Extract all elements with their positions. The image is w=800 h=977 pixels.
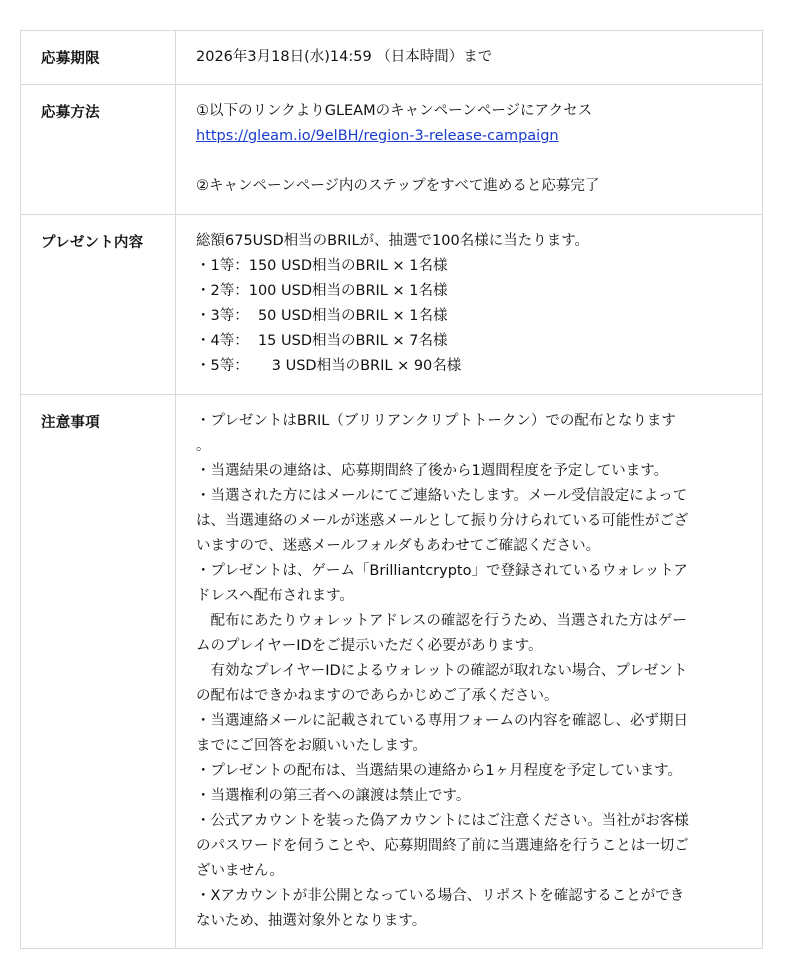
prize-tier-3: ・3等： 50 USD相当のBRIL × 1名様 [196, 308, 448, 324]
table-row-deadline [21, 31, 763, 85]
note-line: ・当選結果の連絡は、応募期間終了後から1週間程度を予定しています。 [196, 463, 669, 479]
apply-step-2: ②キャンペーンページ内のステップをすべて進めると応募完了 [196, 178, 600, 194]
row-label-prizes: プレゼント内容 [21, 215, 176, 395]
note-line: ムのプレイヤーIDをご提示いただく必要があります。 [196, 638, 543, 654]
row-value-how-to-apply [176, 85, 763, 215]
note-line: ・プレゼントはBRIL（ブリリアンクリプトトークン）での配布となります [196, 413, 676, 429]
note-line: のパスワードを伺うことや、応募期間終了前に当選連絡を行うことは一切ご [196, 838, 689, 854]
note-line: は、当選連絡のメールが迷惑メールとして振り分けられている可能性がござ [196, 513, 689, 529]
prize-tier-1: ・1等：150 USD相当のBRIL × 1名様 [196, 258, 448, 274]
table-row-how-to-apply [21, 85, 763, 215]
prize-tier-4: ・4等： 15 USD相当のBRIL × 7名様 [196, 333, 448, 349]
note-line: ざいません。 [196, 863, 284, 879]
prize-tier-5: ・5等： 3 USD相当のBRIL × 90名様 [196, 358, 462, 374]
row-value-prizes [176, 215, 763, 395]
note-line: いますので、迷惑メールフォルダもあわせてご確認ください。 [196, 538, 601, 554]
note-line: の配布はできかねますのであらかじめご了承ください。 [196, 688, 559, 704]
table-row-notes [21, 395, 763, 949]
note-line: ・Xアカウントが非公開となっている場合、リポストを確認することができ [196, 888, 685, 904]
row-value-deadline [176, 31, 763, 85]
note-line: 有効なプレイヤーIDによるウォレットの確認が取れない場合、プレゼント [196, 663, 688, 679]
note-line: 配布にあたりウォレットアドレスの確認を行うため、当選された方はゲー [196, 613, 687, 629]
row-label-deadline: 応募期限 [21, 31, 176, 85]
note-line: ・当選連絡メールに記載されている専用フォームの内容を確認し、必ず期日 [196, 713, 688, 729]
note-line: ・プレゼントの配布は、当選結果の連絡から1ヶ月程度を予定しています。 [196, 763, 682, 779]
deadline-text: 2026年3月18日(水)14:59 （日本時間）まで [196, 49, 493, 65]
note-line: ないため、抽選対象外となります。 [196, 913, 427, 929]
apply-step-1: ①以下のリンクよりGLEAMのキャンペーンページにアクセス [196, 103, 593, 119]
note-line: までにご回答をお願いいたします。 [196, 738, 427, 754]
note-line: ・公式アカウントを装った偽アカウントにはご注意ください。当社がお客様 [196, 813, 689, 829]
row-label-notes: 注意事項 [21, 395, 176, 949]
campaign-link[interactable]: https://gleam.io/9elBH/region-3-release-campaign [196, 128, 559, 144]
note-line: ・プレゼントは、ゲーム「Brilliantcrypto」で登録されているウォレットア [196, 563, 688, 579]
spacer [196, 149, 744, 174]
note-line: 。 [196, 438, 211, 454]
row-label-how-to-apply: 応募方法 [21, 85, 176, 215]
prize-summary: 総額675USD相当のBRILが、抽選で100名様に当たります。 [196, 233, 590, 249]
note-line: ドレスへ配布されます。 [196, 588, 354, 604]
note-line: ・当選された方にはメールにてご連絡いたします。メール受信設定によって [196, 488, 688, 504]
prize-tier-2: ・2等：100 USD相当のBRIL × 1名様 [196, 283, 448, 299]
note-line: ・当選権利の第三者への譲渡は禁止です。 [196, 788, 471, 804]
campaign-info-table [20, 30, 763, 949]
table-row-prizes [21, 215, 763, 395]
row-value-notes [176, 395, 763, 949]
